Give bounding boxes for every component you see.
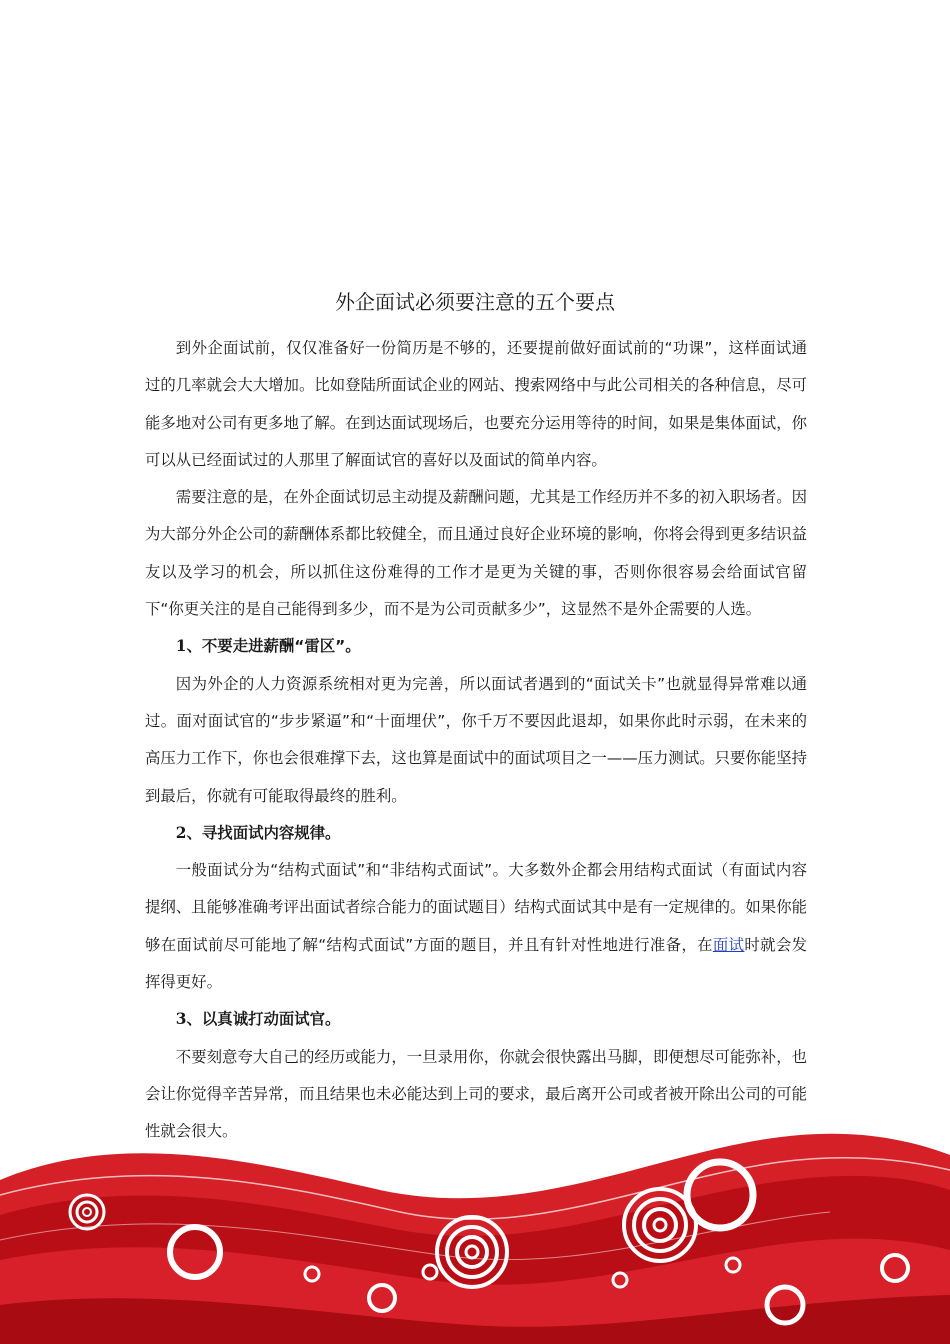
paragraph-text: 时就会发挥得更好。 (145, 935, 807, 992)
paragraph-salary-caution: 需要注意的是，在外企面试切忌主动提及薪酬问题，尤其是工作经历并不多的初入职场者。因为大部分外企公司的薪酬体系都比较健全，而且通过良好企业环境的影响，你将会得到更多结识益友以及学习的机会，所以抓住这份难得的工作才是更为关键的事，否则你很容易会给面试官留下“你更关注的是自己能得到多少，而不是为公司贡献多少”，这显然不是外企需要的人选。 (145, 488, 807, 619)
paragraph-structured-interview (145, 852, 807, 1001)
section-heading-3 (145, 1001, 807, 1038)
paragraph-pressure-test: 因为外企的人力资源系统相对更为完善，所以面试者遇到的“面试关卡”也就显得异常难以通过。面对面试官的“步步紧逼”和“十面埋伏”，你千万不要因此退却，如果你此时示弱，在未来的高压力工作下，你也会很难撑下去，这也算是面试中的面试项目之一——压力测试。只要你能坚持到最后，你就有可能取得最终的胜利。 (145, 674, 807, 805)
paragraph-text: 一般面试分为“结构式面试”和“非结构式面试”。大多数外企都会用结构式面试（有面试内容提纲、且能够准确考评出面试者综合能力的面试题目）结构式面试其中是有一定规律的。如果你能够在面试前尽可能地了解“结构式面试”方面的题目，并且有针对性地进行准备，在 (145, 861, 807, 954)
document-title: 外企面试必须要注意的五个要点 (335, 290, 615, 314)
interview-link[interactable]: 面试 (712, 935, 745, 954)
document-body (145, 330, 807, 1151)
section-number: 1 (175, 637, 187, 656)
section-heading-2 (145, 815, 807, 852)
section-number: 3 (175, 1010, 187, 1029)
section-heading-text: 、不要走进薪酬“雷区”。 (186, 637, 361, 656)
section-heading-text: 、以真诚打动面试官。 (186, 1010, 341, 1029)
section-number: 2 (175, 823, 187, 842)
red-wave-decoration (0, 1120, 950, 1344)
paragraph-sincerity: 不要刻意夸大自己的经历或能力，一旦录用你，你就会很快露出马脚，即便想尽可能弥补，也会让你觉得辛苦异常，而且结果也未必能达到上司的要求，最后离开公司或者被开除出公司的可能性就会很大。 (145, 1047, 807, 1141)
paragraph-intro: 到外企面试前，仅仅准备好一份简历是不够的，还要提前做好面试前的“功课”，这样面试通过的几率就会大大增加。比如登陆所面试企业的网站、搜索网络中与此公司相关的各种信息，尽可能多地对公司有更多地了解。在到达面试现场后，也要充分运用等待的时间，如果是集体面试，你可以从已经面试过的人那里了解面试官的喜好以及面试的简单内容。 (145, 339, 807, 469)
section-heading-1 (145, 628, 807, 665)
section-heading-text: 、寻找面试内容规律。 (186, 823, 341, 842)
